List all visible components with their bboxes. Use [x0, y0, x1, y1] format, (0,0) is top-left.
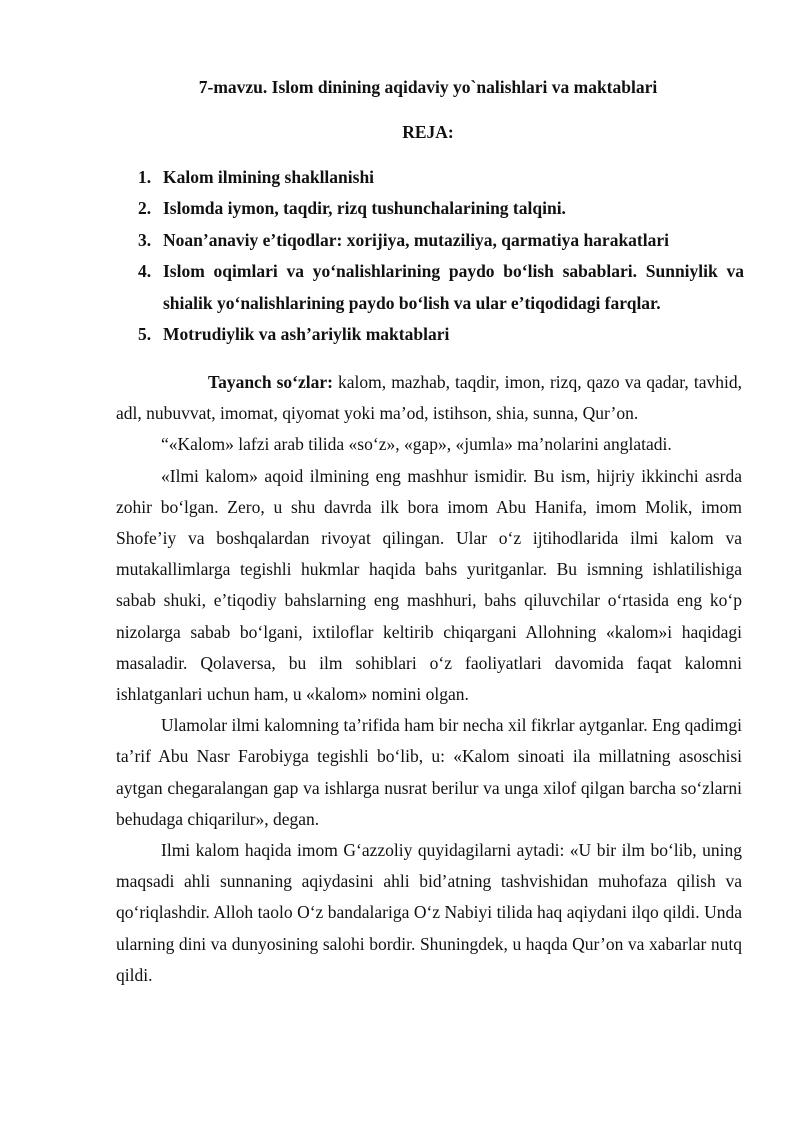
plan-list: [138, 162, 744, 350]
plan-item-text: Motrudiylik va ash’ariylik maktablari: [163, 324, 450, 345]
plan-item-text: Kalom ilmining shakllanishi: [163, 167, 375, 187]
keywords-text: kalom, mazhab, taqdir, imon, rizq, qazo va qadar, tavhid, adl, nubuvvat, imomat, qiyomat yoki ma’od, istihson, shia, sunna, Qur’on.: [116, 372, 742, 424]
plan-item-number: 2.: [138, 198, 152, 219]
body-paragraph: Ulamolar ilmi kalomning ta’rifida ham bir necha xil fikrlar aytganlar. Eng qadimgi ta’rif Abu Nasr Farobiyga tegishli bo‘lib, u: «Kalom sinoati ila millatning asoschisi aytgan chegaralangan gap va ishlarga nusrat berilur va unga xilof qilgan barcha so‘zlarni behudaga chiqarilur», degan.: [116, 715, 742, 829]
body-paragraph: Ilmi kalom haqida imom G‘azzoliy quyidagilarni aytadi: «U bir ilm bo‘lib, uning maqsadi ahli sunnaning aqiydasini ahli bid’atning tashvishidan muhofaza qilish va qo‘riqlashdir. Alloh taolo O‘z bandalariga O‘z Nabiyi tilida haq aqiydani ilqo qildi. Unda ularning dini va dunyosining salohi bordir. Shuningdek, u haqda Qur’on va xabarlar nutq qildi.: [116, 840, 742, 985]
plan-item: [138, 225, 744, 256]
plan-item-number: 3.: [138, 229, 152, 250]
plan-item: [138, 319, 744, 350]
plan-item: [138, 193, 744, 224]
plan-item-number: 1.: [138, 167, 152, 187]
plan-item-number: 4.: [138, 261, 152, 282]
plan-item-text: Islom oqimlari va yo‘nalishlarining paydo bo‘lish sabablari. Sunniylik va shialik yo‘nalishlarining paydo bo‘lish va ular e’tiqodidagi farqlar.: [163, 261, 744, 313]
plan-item: [138, 256, 744, 319]
plan-item-text: Noan’anaviy e’tiqodlar: xorijiya, mutaziliya, qarmatiya harakatlari: [163, 229, 670, 250]
document-title: 7-mavzu. Islom dinining aqidaviy yo`nalishlari va maktablari: [198, 77, 658, 97]
body-paragraph: “«Kalom» lafzi arab tilida «so‘z», «gap», «jumla» ma’nolarini anglatadi.: [161, 434, 672, 455]
plan-item-text: Islomda iymon, taqdir, rizq tushunchalarining talqini.: [163, 198, 566, 219]
keywords-label: Tayanch so‘zlar:: [208, 372, 333, 392]
plan-item: [138, 162, 744, 193]
plan-heading: REJA:: [402, 122, 454, 142]
plan-item-number: 5.: [138, 324, 152, 345]
keywords-paragraph: [116, 367, 742, 429]
document-body: [116, 367, 742, 991]
body-paragraph: «Ilmi kalom» aqoid ilmining eng mashhur ismidir. Bu ism, hijriy ikkinchi asrda zohir bo‘lgan. Zero, u shu davrda ilk bora imom Abu Hanifa, imom Molik, imom Shofe’iy va boshqalardan rivoyat qilingan. Ular o‘z ijtihodlarida ilmi kalom va mutakallimlarga tegishli hukmlar haqida bahs yuritganlar. Bu ismning ishlatilishiga sabab shuki, e’tiqodiy bahslarning eng mashhuri, bahs qiluvchilar o‘rtasida eng ko‘p nizolarga sabab bo‘lgani, ixtiloflar keltirib chiqargani Allohning «kalom»i haqidagi masaladir. Qolaversa, bu ilm sohiblari o‘z faoliyatlari davomida faqat kalomni ishlatganlari uchun ham, u «kalom» nomini olgan.: [116, 465, 742, 705]
